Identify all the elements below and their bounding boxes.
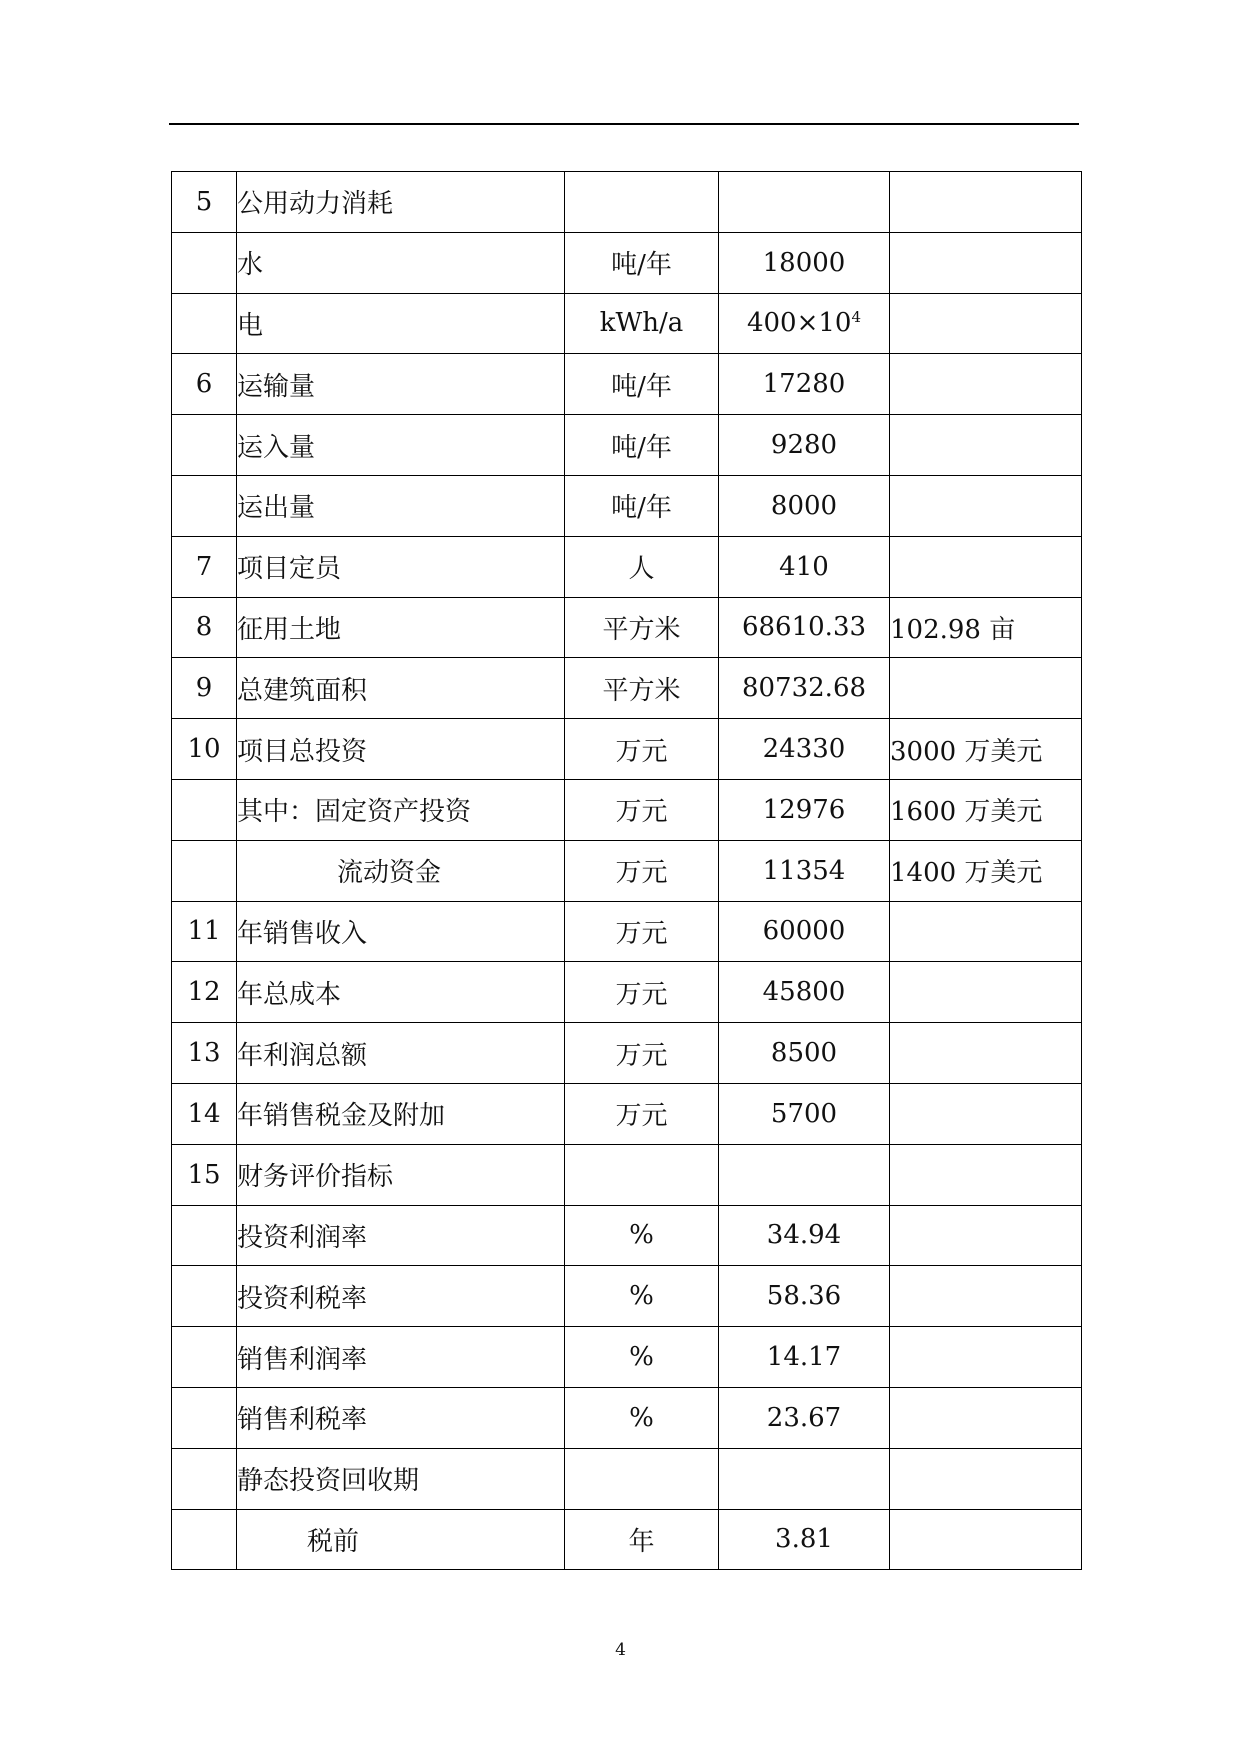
item-name: 销售利税率	[237, 1387, 565, 1448]
row-number	[172, 1509, 237, 1570]
table-row	[172, 354, 1082, 415]
row-number: 11	[172, 901, 237, 962]
row-number	[172, 779, 237, 840]
item-name: 流动资金	[237, 840, 565, 901]
table-row	[172, 1387, 1082, 1448]
unit-cell: 万元	[565, 962, 719, 1023]
note-cell	[890, 172, 1082, 233]
item-name: 运输量	[237, 354, 565, 415]
unit-cell: 吨/年	[565, 415, 719, 476]
note-cell	[890, 536, 1082, 597]
table-row	[172, 232, 1082, 293]
row-number	[172, 840, 237, 901]
unit-cell: 人	[565, 536, 719, 597]
item-name: 征用土地	[237, 597, 565, 658]
value-cell: 11354	[719, 840, 890, 901]
value-cell: 45800	[719, 962, 890, 1023]
item-name: 年销售税金及附加	[237, 1083, 565, 1144]
value-cell: 9280	[719, 415, 890, 476]
item-name: 年销售收入	[237, 901, 565, 962]
item-name: 电	[237, 293, 565, 354]
row-number	[172, 1327, 237, 1388]
table-row	[172, 779, 1082, 840]
unit-cell: %	[565, 1387, 719, 1448]
value-cell: 60000	[719, 901, 890, 962]
value-cell	[719, 1144, 890, 1205]
row-number: 13	[172, 1023, 237, 1084]
table-row	[172, 1327, 1082, 1388]
item-name: 投资利润率	[237, 1205, 565, 1266]
note-cell	[890, 475, 1082, 536]
note-cell	[890, 1205, 1082, 1266]
unit-cell: 平方米	[565, 597, 719, 658]
value-cell: 3.81	[719, 1509, 890, 1570]
row-number: 8	[172, 597, 237, 658]
unit-cell: kWh/a	[565, 293, 719, 354]
note-cell	[890, 293, 1082, 354]
value-cell: 34.94	[719, 1205, 890, 1266]
value-cell: 8500	[719, 1023, 890, 1084]
unit-cell: 平方米	[565, 658, 719, 719]
table-row	[172, 901, 1082, 962]
note-cell	[890, 1144, 1082, 1205]
value-cell: 58.36	[719, 1266, 890, 1327]
table-row	[172, 536, 1082, 597]
unit-cell	[565, 1144, 719, 1205]
row-number: 6	[172, 354, 237, 415]
value-cell: 5700	[719, 1083, 890, 1144]
item-name: 水	[237, 232, 565, 293]
value-cell: 68610.33	[719, 597, 890, 658]
value-cell: 410	[719, 536, 890, 597]
note-cell	[890, 1023, 1082, 1084]
value-cell: 80732.68	[719, 658, 890, 719]
table-row	[172, 1023, 1082, 1084]
table-row	[172, 293, 1082, 354]
item-name: 运出量	[237, 475, 565, 536]
table-row	[172, 658, 1082, 719]
row-number: 5	[172, 172, 237, 233]
unit-cell: 年	[565, 1509, 719, 1570]
note-cell	[890, 1327, 1082, 1388]
table-row	[172, 1266, 1082, 1327]
row-number	[172, 475, 237, 536]
table-row	[172, 962, 1082, 1023]
note-cell	[890, 1266, 1082, 1327]
unit-cell: 万元	[565, 1083, 719, 1144]
note-cell: 102.98 亩	[890, 597, 1082, 658]
item-name: 项目总投资	[237, 719, 565, 780]
note-cell	[890, 962, 1082, 1023]
row-number: 10	[172, 719, 237, 780]
unit-cell: 吨/年	[565, 354, 719, 415]
note-cell	[890, 415, 1082, 476]
item-name: 财务评价指标	[237, 1144, 565, 1205]
table-row	[172, 172, 1082, 233]
value-exponent: 4	[851, 308, 862, 327]
note-cell	[890, 1387, 1082, 1448]
table-row	[172, 840, 1082, 901]
item-name: 投资利税率	[237, 1266, 565, 1327]
value-cell: 8000	[719, 475, 890, 536]
row-number: 12	[172, 962, 237, 1023]
item-name: 公用动力消耗	[237, 172, 565, 233]
unit-cell: 万元	[565, 840, 719, 901]
item-name: 项目定员	[237, 536, 565, 597]
note-cell	[890, 354, 1082, 415]
note-cell	[890, 1448, 1082, 1509]
unit-cell: 吨/年	[565, 475, 719, 536]
table-row	[172, 1083, 1082, 1144]
item-name: 总建筑面积	[237, 658, 565, 719]
value-cell	[719, 1448, 890, 1509]
note-cell: 1400 万美元	[890, 840, 1082, 901]
unit-cell: 万元	[565, 1023, 719, 1084]
unit-cell: 万元	[565, 901, 719, 962]
value-cell: 23.67	[719, 1387, 890, 1448]
unit-cell: 万元	[565, 719, 719, 780]
note-cell	[890, 1509, 1082, 1570]
row-number: 15	[172, 1144, 237, 1205]
item-name: 其中：固定资产投资	[237, 779, 565, 840]
item-name: 运入量	[237, 415, 565, 476]
unit-cell	[565, 172, 719, 233]
note-cell: 1600 万美元	[890, 779, 1082, 840]
table-row	[172, 1509, 1082, 1570]
row-number	[172, 1266, 237, 1327]
unit-cell: %	[565, 1205, 719, 1266]
header-rule	[169, 123, 1079, 125]
value-cell: 14.17	[719, 1327, 890, 1388]
item-name: 销售利润率	[237, 1327, 565, 1388]
note-cell	[890, 232, 1082, 293]
item-name: 静态投资回收期	[237, 1448, 565, 1509]
value-cell	[719, 293, 890, 354]
note-cell	[890, 1083, 1082, 1144]
table-row	[172, 597, 1082, 658]
row-number	[172, 1448, 237, 1509]
note-cell: 3000 万美元	[890, 719, 1082, 780]
value-cell: 12976	[719, 779, 890, 840]
table-row	[172, 1144, 1082, 1205]
table-row	[172, 415, 1082, 476]
row-number	[172, 1205, 237, 1266]
row-number: 9	[172, 658, 237, 719]
table-row	[172, 1205, 1082, 1266]
row-number	[172, 232, 237, 293]
unit-cell: 吨/年	[565, 232, 719, 293]
unit-cell: 万元	[565, 779, 719, 840]
value-cell: 18000	[719, 232, 890, 293]
row-number	[172, 1387, 237, 1448]
note-cell	[890, 658, 1082, 719]
value-base: 400×10	[746, 308, 852, 339]
unit-cell: %	[565, 1327, 719, 1388]
item-name: 年总成本	[237, 962, 565, 1023]
table-row	[172, 719, 1082, 780]
item-name: 税前	[237, 1509, 565, 1570]
value-cell: 17280	[719, 354, 890, 415]
value-cell: 24330	[719, 719, 890, 780]
value-cell	[719, 172, 890, 233]
page-number: 4	[615, 1640, 626, 1660]
unit-cell	[565, 1448, 719, 1509]
project-indicators-table	[171, 171, 1082, 1570]
item-name: 年利润总额	[237, 1023, 565, 1084]
note-cell	[890, 901, 1082, 962]
unit-cell: %	[565, 1266, 719, 1327]
table-row	[172, 1448, 1082, 1509]
row-number	[172, 293, 237, 354]
row-number	[172, 415, 237, 476]
table-row	[172, 475, 1082, 536]
row-number: 14	[172, 1083, 237, 1144]
row-number: 7	[172, 536, 237, 597]
